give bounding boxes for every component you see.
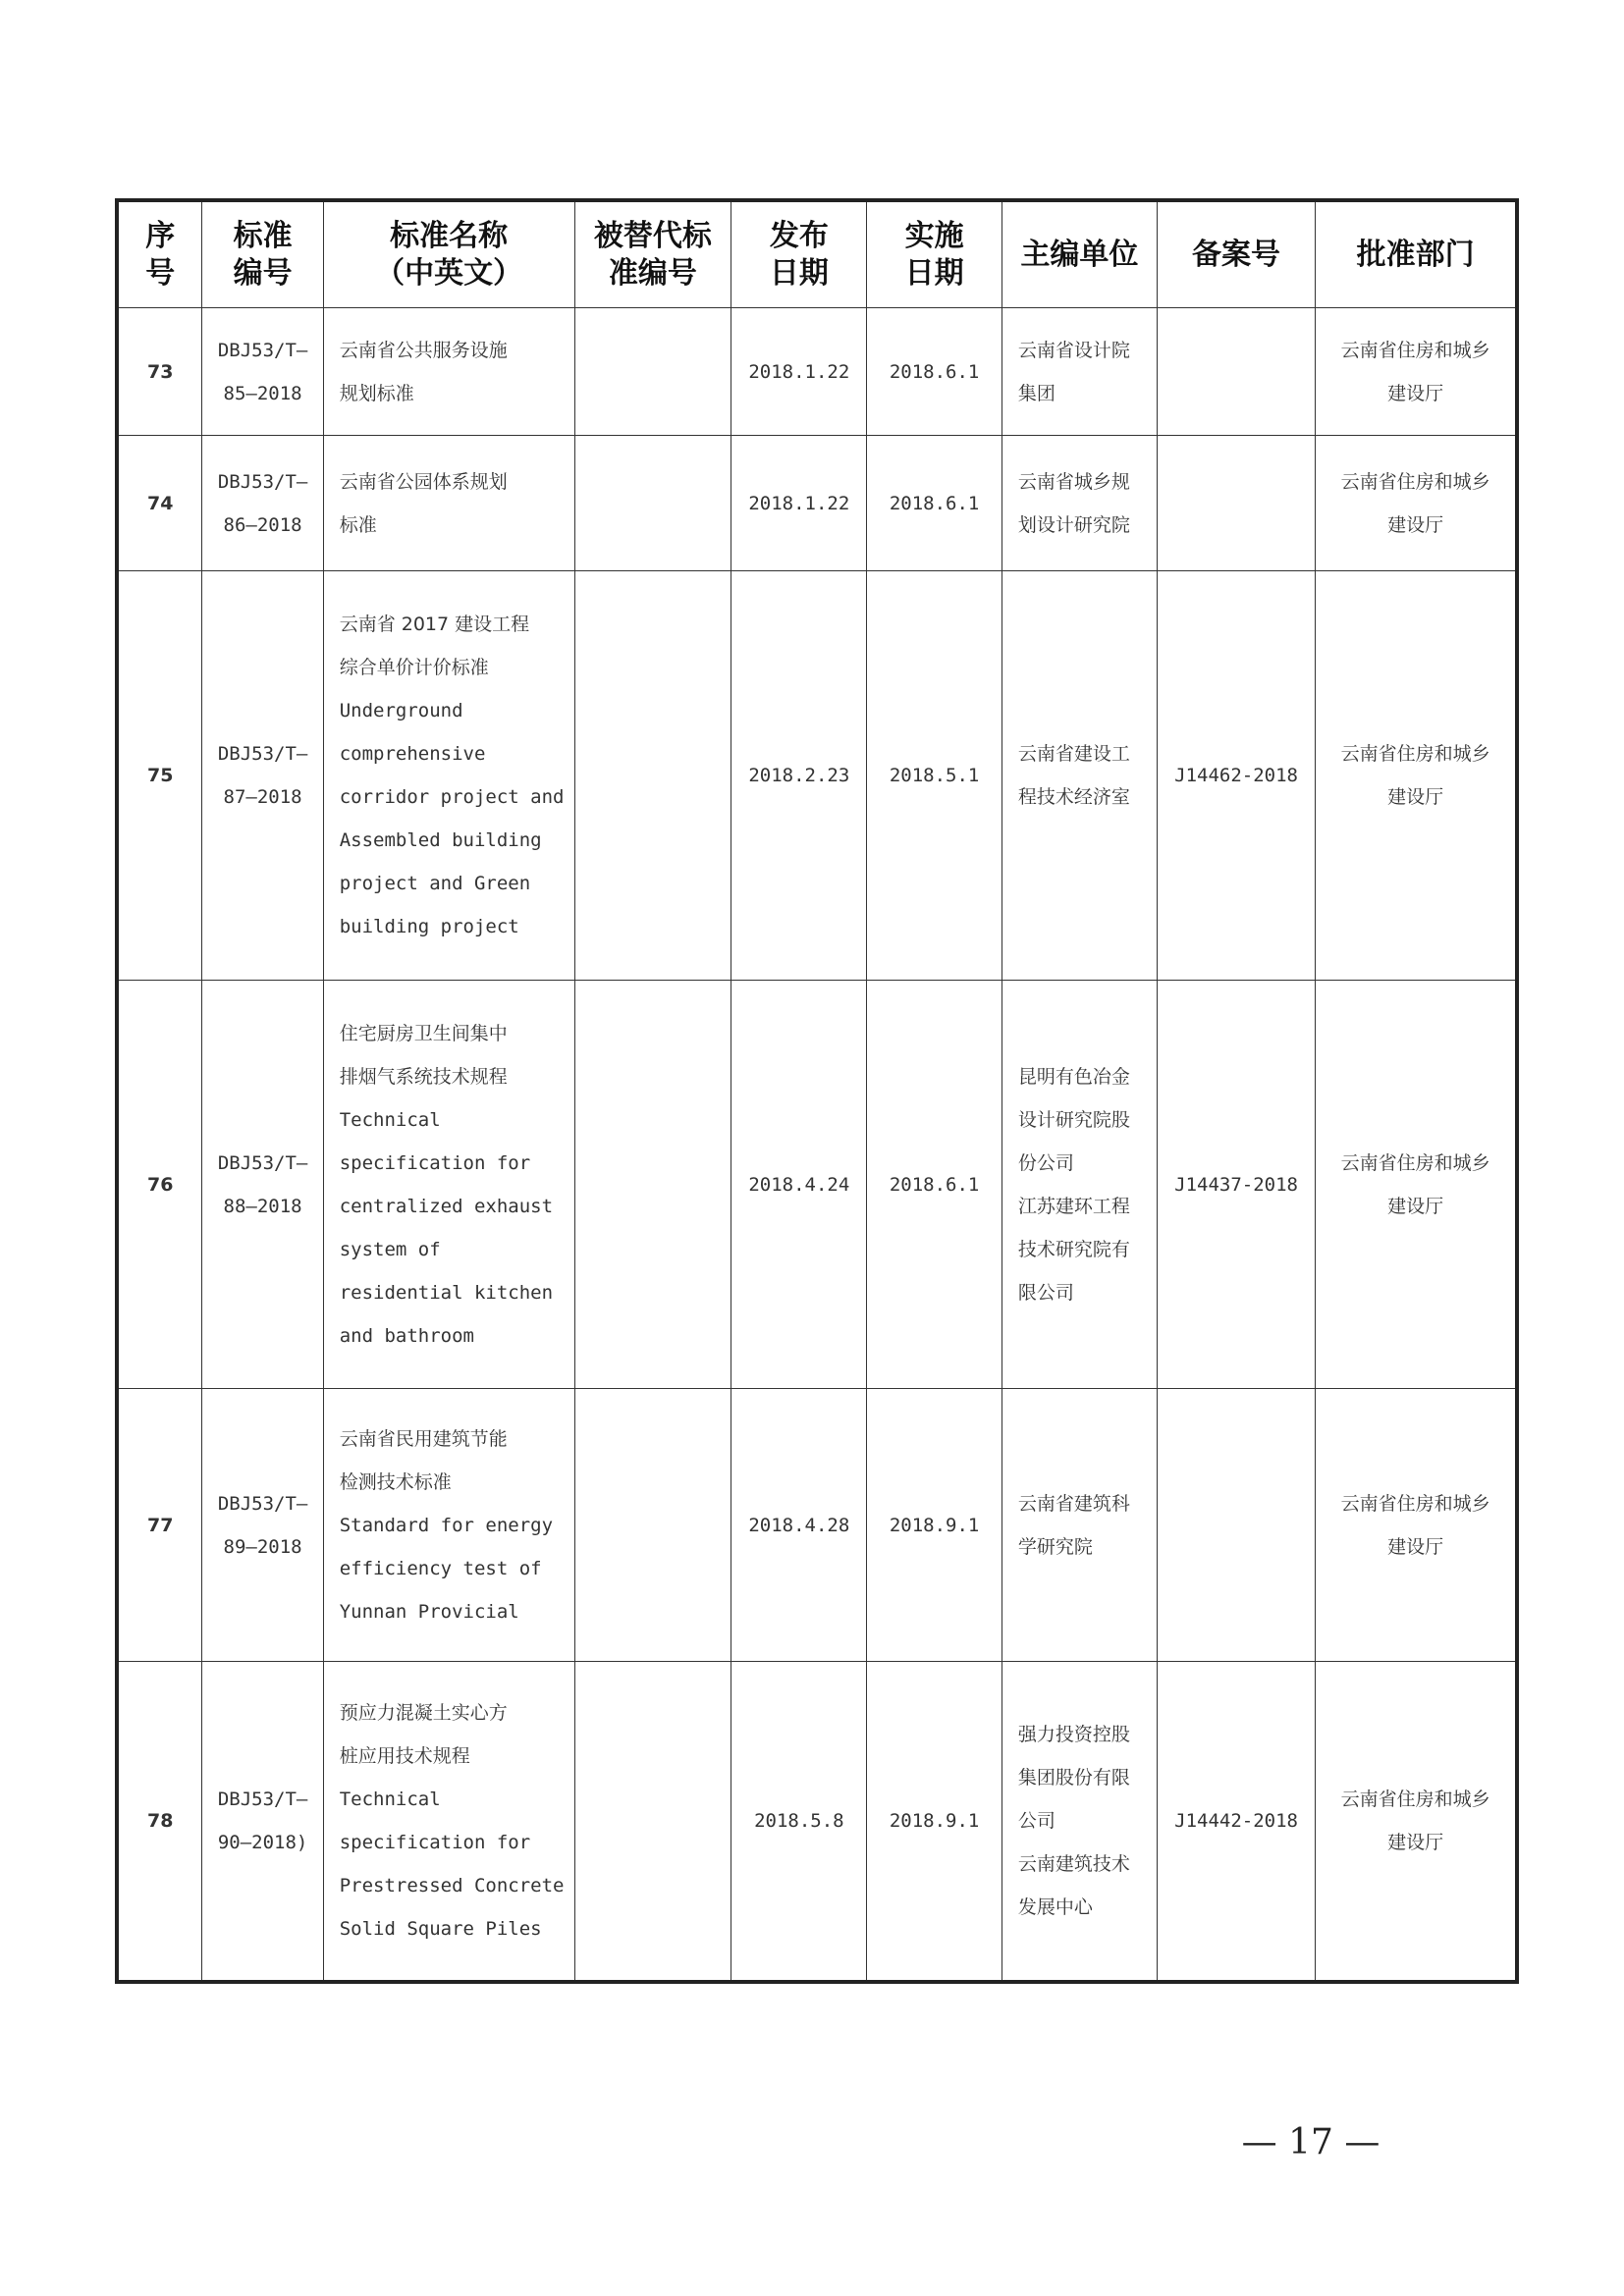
cell-line: 排烟气系统技术规程 <box>339 1065 508 1088</box>
cell-line: 份公司 <box>1017 1151 1074 1174</box>
cell-line: 发展中心 <box>1017 1896 1093 1918</box>
cell-record: J14462-2018 <box>1157 571 1316 981</box>
cell-issue-date: 2018.5.8 <box>731 1662 867 1982</box>
header-seq: 序 号 <box>117 200 202 308</box>
cell-line: 88—2018 <box>223 1195 302 1217</box>
cell-line: 87—2018 <box>223 786 302 808</box>
cell-replaced <box>574 571 731 981</box>
cell-line: system of <box>339 1238 441 1260</box>
cell-code <box>202 436 323 571</box>
cell-effective-date: 2018.5.1 <box>867 571 1001 981</box>
cell-line: 集团 <box>1017 382 1056 404</box>
cell-issue-date: 2018.1.22 <box>731 308 867 436</box>
cell-line: corridor project and <box>339 786 565 808</box>
cell-line: DBJ53/T— <box>217 1492 308 1515</box>
cell-record: J14437-2018 <box>1157 981 1316 1389</box>
cell-line: 综合单价计价标准 <box>339 657 489 678</box>
cell-seq: 75 <box>117 571 202 981</box>
cell-line: 90—2018) <box>217 1831 308 1853</box>
cell-line: 云南省 2017 建设工程 <box>339 614 530 635</box>
cell-replaced <box>574 308 731 436</box>
table-row <box>117 981 1517 1389</box>
cell-line: 云南省城乡规 <box>1017 470 1130 493</box>
cell-line: 云南省公园体系规划 <box>339 470 508 493</box>
cell-dept <box>1316 308 1517 436</box>
cell-dept <box>1316 436 1517 571</box>
standards-table <box>115 198 1519 1984</box>
table-row <box>117 1389 1517 1662</box>
cell-line: 标准 <box>339 513 377 536</box>
cell-line: 85—2018 <box>223 382 302 404</box>
cell-line: specification for <box>339 1151 531 1174</box>
cell-editor <box>1001 981 1157 1389</box>
cell-line: 云南省建设工 <box>1017 743 1130 765</box>
cell-line: 云南建筑技术 <box>1017 1852 1130 1875</box>
cell-code <box>202 571 323 981</box>
cell-line: DBJ53/T— <box>217 1151 308 1174</box>
table-row <box>117 1662 1517 1982</box>
cell-seq: 74 <box>117 436 202 571</box>
header-editor: 主编单位 <box>1001 200 1157 308</box>
cell-replaced <box>574 981 731 1389</box>
header-name: 标准名称 （中英文） <box>323 200 574 308</box>
cell-line: project and Green <box>339 873 531 894</box>
cell-issue-date: 2018.4.24 <box>731 981 867 1389</box>
cell-line: Yunnan Provicial <box>339 1600 519 1623</box>
cell-line: 建设厅 <box>1387 786 1444 808</box>
cell-seq: 76 <box>117 981 202 1389</box>
cell-dept <box>1316 1662 1517 1982</box>
cell-replaced <box>574 1662 731 1982</box>
cell-line: 建设厅 <box>1387 382 1444 404</box>
cell-line: 建设厅 <box>1387 1195 1444 1217</box>
cell-line: building project <box>339 916 519 937</box>
cell-line: 云南省住房和城乡 <box>1340 470 1490 493</box>
cell-line: 公司 <box>1017 1809 1056 1832</box>
cell-line: 学研究院 <box>1017 1535 1093 1558</box>
cell-line: Prestressed Concrete <box>339 1874 565 1896</box>
cell-line: 昆明有色冶金 <box>1017 1065 1130 1088</box>
cell-editor <box>1001 308 1157 436</box>
cell-replaced <box>574 436 731 571</box>
cell-line: Technical <box>339 1108 441 1131</box>
cell-line: 86—2018 <box>223 513 302 536</box>
cell-replaced <box>574 1389 731 1662</box>
cell-record <box>1157 436 1316 571</box>
cell-name <box>323 436 574 571</box>
cell-code <box>202 308 323 436</box>
cell-line: Standard for energy <box>339 1514 554 1536</box>
cell-seq: 77 <box>117 1389 202 1662</box>
cell-effective-date: 2018.6.1 <box>867 308 1001 436</box>
cell-line: Underground <box>339 700 463 721</box>
header-row <box>117 200 1517 308</box>
cell-line: 规划标准 <box>339 382 414 404</box>
cell-name <box>323 571 574 981</box>
cell-line: 建设厅 <box>1387 1831 1444 1853</box>
cell-record <box>1157 1389 1316 1662</box>
cell-code <box>202 981 323 1389</box>
cell-dept <box>1316 571 1517 981</box>
cell-record: J14442-2018 <box>1157 1662 1316 1982</box>
header-record: 备案号 <box>1157 200 1316 308</box>
header-code: 标准 编号 <box>202 200 323 308</box>
cell-effective-date: 2018.6.1 <box>867 436 1001 571</box>
cell-issue-date: 2018.2.23 <box>731 571 867 981</box>
cell-editor <box>1001 436 1157 571</box>
table-row <box>117 571 1517 981</box>
cell-line: 云南省住房和城乡 <box>1340 1788 1490 1810</box>
table-row <box>117 436 1517 571</box>
cell-effective-date: 2018.9.1 <box>867 1389 1001 1662</box>
cell-editor <box>1001 1389 1157 1662</box>
cell-line: 检测技术标准 <box>339 1470 452 1493</box>
cell-line: Technical <box>339 1788 441 1810</box>
cell-line: 桩应用技术规程 <box>339 1744 470 1767</box>
cell-line: DBJ53/T— <box>217 1788 308 1810</box>
cell-line: residential kitchen <box>339 1281 554 1304</box>
cell-line: 建设厅 <box>1387 1535 1444 1558</box>
cell-dept <box>1316 981 1517 1389</box>
cell-line: 云南省住房和城乡 <box>1340 1151 1490 1174</box>
cell-line: 云南省住房和城乡 <box>1340 1492 1490 1515</box>
cell-code <box>202 1389 323 1662</box>
cell-line: 划设计研究院 <box>1017 513 1130 536</box>
cell-line: 云南省建筑科 <box>1017 1492 1130 1515</box>
header-issue-date: 发布 日期 <box>731 200 867 308</box>
header-replaced: 被替代标 准编号 <box>574 200 731 308</box>
cell-effective-date: 2018.9.1 <box>867 1662 1001 1982</box>
cell-line: 预应力混凝土实心方 <box>339 1701 508 1724</box>
cell-line: 云南省设计院 <box>1017 339 1130 361</box>
cell-line: 云南省民用建筑节能 <box>339 1427 508 1450</box>
cell-line: DBJ53/T— <box>217 470 308 493</box>
cell-seq: 78 <box>117 1662 202 1982</box>
cell-line: 集团股份有限 <box>1017 1766 1130 1789</box>
cell-effective-date: 2018.6.1 <box>867 981 1001 1389</box>
cell-seq: 73 <box>117 308 202 436</box>
cell-line: 限公司 <box>1017 1281 1074 1304</box>
cell-issue-date: 2018.4.28 <box>731 1389 867 1662</box>
cell-record <box>1157 308 1316 436</box>
table-row <box>117 308 1517 436</box>
cell-editor <box>1001 1662 1157 1982</box>
cell-line: 云南省住房和城乡 <box>1340 339 1490 361</box>
cell-line: 程技术经济室 <box>1017 786 1130 808</box>
cell-name <box>323 1662 574 1982</box>
cell-line: efficiency test of <box>339 1557 542 1579</box>
header-effective-date: 实施 日期 <box>867 200 1001 308</box>
cell-name <box>323 1389 574 1662</box>
cell-line: 技术研究院有 <box>1017 1238 1130 1260</box>
page-number: — 17 — <box>1241 2122 1380 2163</box>
cell-code <box>202 1662 323 1982</box>
cell-line: 设计研究院股 <box>1017 1108 1130 1131</box>
cell-line: and bathroom <box>339 1324 474 1347</box>
cell-issue-date: 2018.1.22 <box>731 436 867 571</box>
cell-line: Solid Square Piles <box>339 1917 542 1940</box>
header-dept: 批准部门 <box>1316 200 1517 308</box>
cell-line: 强力投资控股 <box>1017 1723 1130 1745</box>
cell-line: Assembled building <box>339 829 542 851</box>
cell-line: comprehensive <box>339 743 486 765</box>
cell-line: 住宅厨房卫生间集中 <box>339 1022 508 1044</box>
cell-name <box>323 308 574 436</box>
cell-line: DBJ53/T— <box>217 339 308 361</box>
table-body <box>117 308 1517 1982</box>
cell-name <box>323 981 574 1389</box>
cell-line: DBJ53/T— <box>217 743 308 765</box>
cell-editor <box>1001 571 1157 981</box>
cell-line: 建设厅 <box>1387 513 1444 536</box>
cell-line: 云南省住房和城乡 <box>1340 743 1490 765</box>
cell-line: centralized exhaust <box>339 1195 554 1217</box>
cell-dept <box>1316 1389 1517 1662</box>
cell-line: 89—2018 <box>223 1535 302 1558</box>
cell-line: 云南省公共服务设施 <box>339 339 508 361</box>
cell-line: 江苏建环工程 <box>1017 1195 1130 1217</box>
cell-line: specification for <box>339 1831 531 1853</box>
